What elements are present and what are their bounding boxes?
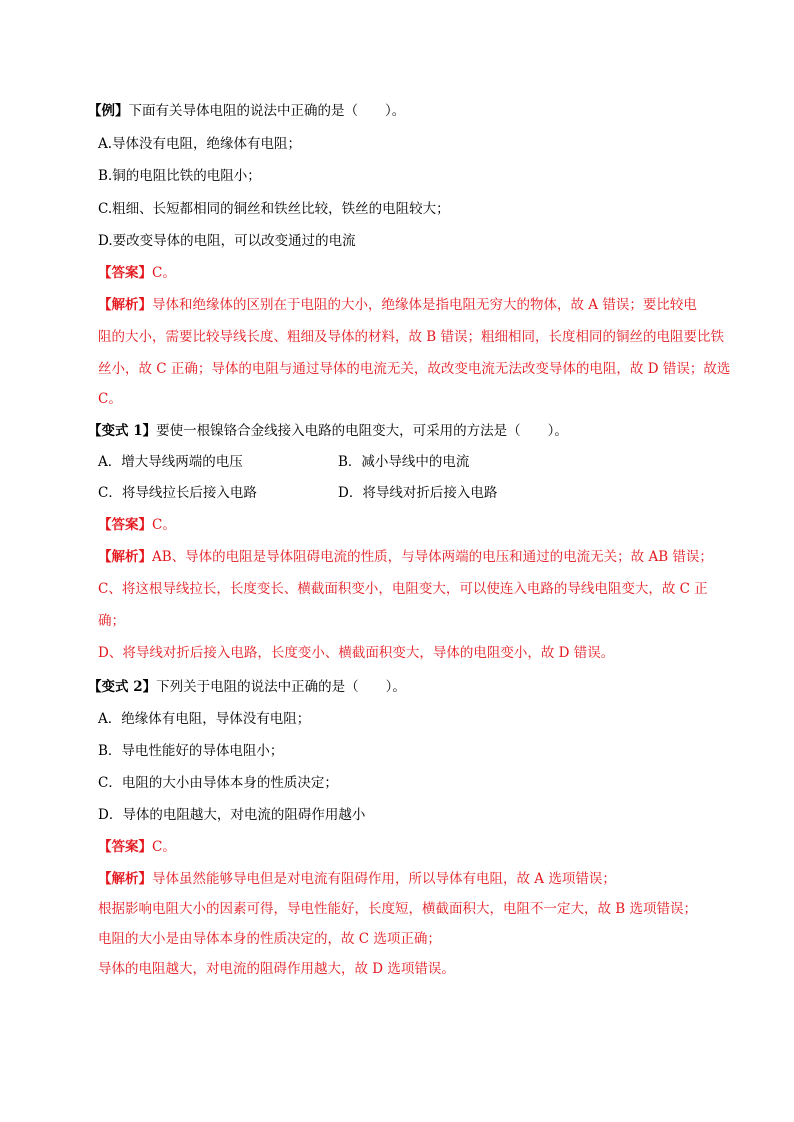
variant2-option-c: C．电阻的大小由导体本身的性质决定； — [98, 775, 338, 791]
example-analysis-line: 【解析】导体和绝缘体的区别在于电阻的大小，绝缘体是指电阻无穷大的物体，故 A 错误；要比较电 — [98, 297, 697, 313]
variant1-option-c: C．将导线拉长后接入电路 — [98, 485, 257, 501]
variant2-question-text: 下列关于电阻的说法中正确的是（ ）。 — [156, 679, 406, 695]
example-answer — [98, 263, 176, 283]
example-analysis-line: 丝小，故 C 正确；导体的电阻与通过导体的电流无关，故改变电流无法改变导体的电阻，故 D 错误；故选 — [98, 361, 731, 377]
variant1-answer-text: C。 — [152, 517, 176, 533]
variant1-tag: 【变式 1】 — [88, 423, 157, 439]
variant1-analysis-line: 确； — [98, 613, 125, 629]
example-answer-text: C。 — [152, 265, 176, 281]
variant1-option-a: A．增大导线两端的电压 — [98, 454, 243, 470]
variant2-analysis-line: 电阻的大小是由导体本身的性质决定的，故 C 选项正确； — [98, 931, 441, 947]
variant1-analysis-line: D、将导线对折后接入电路，长度变小、横截面积变大，导体的电阻变小，故 D 错误。 — [98, 645, 615, 661]
variant2-option-b: B．导电性能好的导体电阻小； — [98, 743, 284, 759]
example-option-a: A.导体没有电阻，绝缘体有电阻； — [98, 136, 302, 152]
example-question — [88, 101, 405, 121]
variant1-option-b: B．减小导线中的电流 — [338, 454, 470, 470]
variant2-analysis-tag: 【解析】 — [98, 871, 152, 887]
example-answer-tag: 【答案】 — [98, 265, 152, 281]
variant2-analysis-line: 根据影响电阻大小的因素可得，导电性能好，长度短，横截面积大，电阻不一定大，故 B 选项错误； — [98, 901, 698, 917]
variant1-analysis-tag: 【解析】 — [98, 549, 152, 565]
variant2-answer — [98, 837, 176, 857]
variant1-question — [88, 421, 568, 441]
variant1-analysis-line: C、将这根导线拉长，长度变长、横截面积变小，电阻变大，可以使连入电路的导线电阻变大，故 C 正 — [98, 581, 708, 597]
variant1-question-text: 要使一根镍铬合金线接入电路的电阻变大，可采用的方法是（ ）。 — [156, 423, 568, 439]
example-tag: 【例】 — [88, 103, 129, 119]
variant2-answer-tag: 【答案】 — [98, 839, 152, 855]
example-option-d: D.要改变导体的电阻，可以改变通过的电流 — [98, 233, 356, 249]
example-analysis-line: 阻的大小，需要比较导线长度、粗细及导体的材料，故 B 错误；粗细相同，长度相同的铜丝的电阻要比铁 — [98, 329, 725, 345]
variant2-tag: 【变式 2】 — [88, 679, 157, 695]
variant1-answer-tag: 【答案】 — [98, 517, 152, 533]
variant2-analysis-line: 导体的电阻越大，对电流的阻碍作用越大，故 D 选项错误。 — [98, 961, 455, 977]
variant2-analysis-line: 【解析】导体虽然能够导电但是对电流有阻碍作用，所以导体有电阻，故 A 选项错误； — [98, 871, 616, 887]
variant2-question — [88, 677, 406, 697]
variant1-analysis-line: 【解析】AB、导体的电阻是导体阻碍电流的性质，与导体两端的电压和通过的电流无关；故 AB 错误； — [98, 549, 713, 565]
example-analysis-line: C。 — [98, 391, 122, 407]
variant2-answer-text: C。 — [152, 839, 176, 855]
example-question-text: 下面有关导体电阻的说法中正确的是（ ）。 — [128, 103, 406, 119]
example-option-b: B.铜的电阻比铁的电阻小； — [98, 168, 261, 184]
variant1-answer — [98, 515, 176, 535]
variant2-option-a: A．绝缘体有电阻，导体没有电阻； — [98, 711, 311, 727]
example-option-c: C.粗细、长短都相同的铜丝和铁丝比较，铁丝的电阻较大； — [98, 201, 450, 217]
variant2-option-d: D．导体的电阻越大，对电流的阻碍作用越小 — [98, 807, 366, 823]
variant1-option-d: D．将导线对折后接入电路 — [338, 485, 498, 501]
example-analysis-tag: 【解析】 — [98, 297, 152, 313]
